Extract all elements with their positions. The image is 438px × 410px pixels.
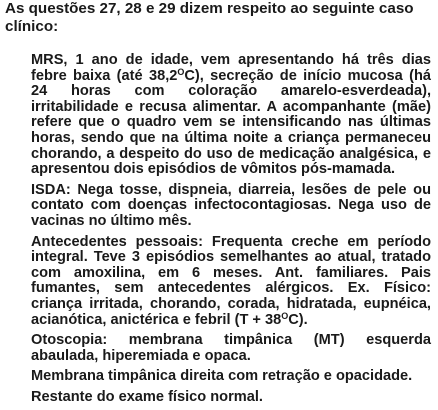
antecedentes-text-a: Antecedentes pessoais: Frequenta creche em período integral. Teve 3 episódios semelhantes ao atual, tratado com amoxilina, em 6 meses. Ant. familiares. Pais fumantes, sem antecedentes alérgicos. Ex. Físico: criança irritada, chorando, corada, hidratada, eupnéica, acianótica, anictérica e febril (T + 38	[31, 233, 431, 328]
intro-line-1: As questões 27, 28 e 29 dizem respeito ao seguinte caso	[5, 0, 414, 17]
history-text-a: MRS, 1 ano de idade, vem apresentando há três dias febre baixa (até 38,2	[31, 52, 431, 84]
antecedentes-paragraph	[31, 235, 431, 329]
history-text-b: C), secreção de início mucosa (há 24 horas com coloração amarelo-esverdeada), irritabilidade e recusa alimentar. A acompanhante (mãe) refere que o quadro vem se intensificando nas últimas horas, sendo que na última noite a criança permaneceu chorando, a despeito do uso de medicação analgésica, e apresentou dois episódios de vômitos pós-mamada.	[31, 67, 431, 178]
otoscopia-paragraph: Otoscopia: membrana timpânica (MT) esquerda abaulada, hiperemiada e opaca.	[31, 332, 431, 364]
case-document	[5, 0, 433, 410]
antecedentes-text-b: C).	[288, 311, 308, 328]
history-paragraph	[31, 53, 431, 178]
intro-heading	[5, 0, 433, 35]
degree-sup-1: O	[177, 66, 185, 77]
degree-sup-2: O	[281, 310, 289, 321]
restante-paragraph: Restante do exame físico normal.	[31, 388, 263, 405]
isda-paragraph: ISDA: Nega tosse, dispneia, diarreia, lesões de pele ou contato com doenças infectocontagiosas. Nega uso de vacinas no último mês.	[31, 181, 431, 229]
intro-line-2: clínico:	[5, 17, 59, 35]
clinical-case	[31, 53, 431, 405]
membrana-paragraph: Membrana timpânica direita com retração e opacidade.	[31, 368, 413, 385]
